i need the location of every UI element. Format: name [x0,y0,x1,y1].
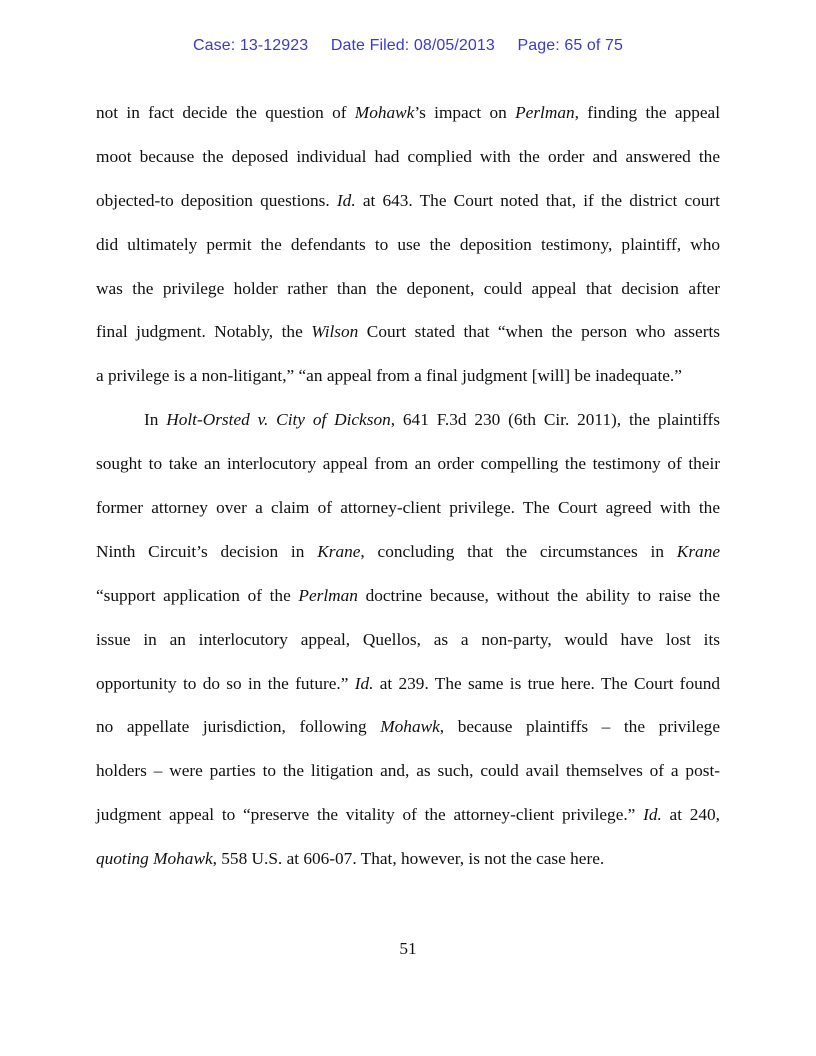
text-segment: Court stated that “when the person who asserts [358,322,720,342]
text-segment: did ultimately permit the defendants to use the deposition testimony, plaintiff, who [96,234,720,254]
text-segment: was the privilege holder rather than the deponent, could appeal that decision after [96,278,720,298]
text-segment: final judgment. Notably, the [96,322,312,342]
text-segment: not in fact decide the question of [96,103,355,122]
text-line [96,135,720,179]
text-segment: judgment appeal to “preserve the vitality of the attorney-client privilege.” [96,805,644,825]
text-line [96,442,720,486]
text-line [96,267,720,311]
text-line [96,662,720,706]
italic-text: Perlman [298,585,358,605]
text-segment: , because plaintiffs – the privilege [439,717,720,737]
text-line [96,486,720,530]
page-number: 51 [399,939,417,958]
text-segment: “support application of the [96,585,299,605]
document-body [96,91,720,881]
text-line [96,618,720,662]
text-segment: at 240, [661,805,720,825]
italic-text: Krane [317,541,361,561]
text-segment: no appellate jurisdiction, following [96,717,381,737]
italic-text: Holt-Orsted v. City of Dickson [166,410,391,430]
italic-text: Wilson [311,322,359,342]
italic-text: Id. [354,673,374,693]
text-segment: at 643. The Court noted that, if the district court [355,190,720,210]
text-segment: opportunity to do so in the future.” [96,673,355,693]
text-line [96,179,720,223]
italic-text: Mohawk [354,103,415,122]
date-filed: Date Filed: 08/05/2013 [330,37,495,54]
text-line [96,749,720,793]
italic-text: Perlman [515,103,575,122]
text-line [96,705,720,749]
text-segment: at 239. The same is true here. The Court found [373,673,721,693]
italic-text: Mohawk [380,717,440,737]
text-segment: a privilege is a non-litigant,” “an appeal from a final judgment [will] be inadequate.” [96,366,682,386]
page-count: Page: 65 of 75 [517,37,623,54]
text-line [96,574,720,618]
text-segment: , 558 U.S. at 606-07. That, however, is not the case here. [212,849,605,869]
italic-text: quoting Mohawk [96,849,213,869]
text-line [96,530,720,574]
text-line [96,837,720,881]
case-header [0,37,816,55]
text-line [96,398,720,442]
italic-text: Krane [676,541,720,561]
text-segment: Ninth Circuit’s decision in [96,541,318,561]
text-line [96,223,720,267]
text-segment: In [144,410,167,430]
text-segment: objected-to deposition questions. [96,190,337,210]
text-segment: former attorney over a claim of attorney-client privilege. The Court agreed with the [96,498,720,518]
italic-text: Id. [336,190,356,210]
text-segment: issue in an interlocutory appeal, Quellos, as a non-party, would have lost its [96,629,720,649]
text-line [96,310,720,354]
italic-text: Id. [643,805,662,825]
text-line [96,354,720,398]
text-segment: moot because the deposed individual had complied with the order and answered the [96,146,720,166]
text-segment: , 641 F.3d 230 (6th Cir. 2011), the plaintiffs [390,410,720,430]
text-segment: doctrine because, without the ability to raise the [357,585,720,605]
text-segment: sought to take an interlocutory appeal from an order compelling the testimony of their [96,454,720,474]
text-segment: , finding the appeal [574,103,720,122]
text-segment: , concluding that the circumstances in [360,541,677,561]
text-segment: ’s impact on [414,103,516,122]
case-number: Case: 13-12923 [193,37,309,54]
text-line [96,91,720,135]
text-line [96,793,720,837]
text-segment: holders – were parties to the litigation and, as such, could avail themselves of a post- [96,761,720,781]
